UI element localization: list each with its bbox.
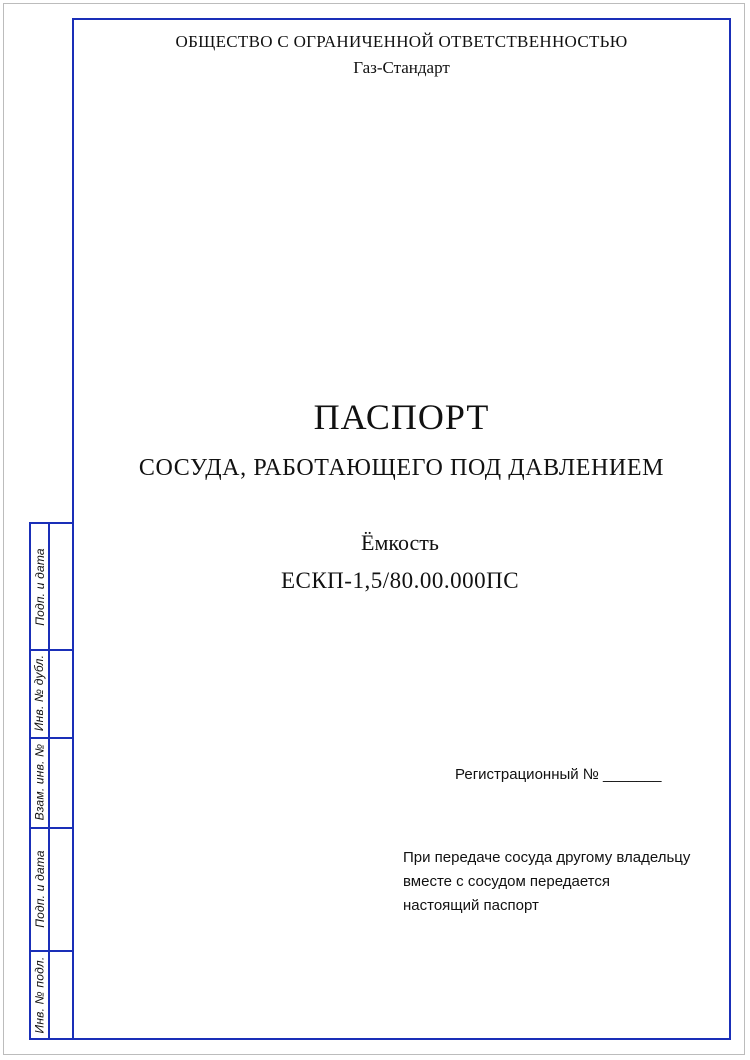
transfer-note-line: вместе с сосудом передается (403, 873, 611, 890)
item-code: ЕСКП-1,5/80.00.000ПС (280, 568, 520, 593)
document-subtitle: СОСУДА, РАБОТАЮЩЕГО ПОД ДАВЛЕНИЕМ (138, 455, 665, 481)
stamp-field-sign-date-1: Подп. и дата (32, 547, 47, 626)
document-title: ПАСПОРТ (313, 397, 490, 437)
transfer-note-line: При передаче сосуда другому владельцу (403, 849, 691, 866)
registration-number: Регистрационный № _______ (455, 766, 662, 783)
transfer-note-line: настоящий паспорт (403, 897, 539, 914)
organization-form: ОБЩЕСТВО С ОГРАНИЧЕННОЙ ОТВЕТСТВЕННОСТЬЮ (175, 32, 628, 51)
company-name: Газ-Стандарт (353, 58, 450, 77)
stamp-field-sign-date-2: Подп. и дата (32, 849, 47, 928)
side-stamp (29, 522, 74, 1040)
stamp-field-dup-inventory: Инв. № дубл. (32, 654, 47, 732)
transfer-note (403, 846, 723, 918)
stamp-field-original-inventory: Инв. № подл. (32, 956, 47, 1034)
stamp-field-replacement-inventory: Взам. инв. № (32, 743, 47, 821)
stamp-column-divider (48, 524, 50, 1038)
item-name: Ёмкость (361, 530, 439, 555)
